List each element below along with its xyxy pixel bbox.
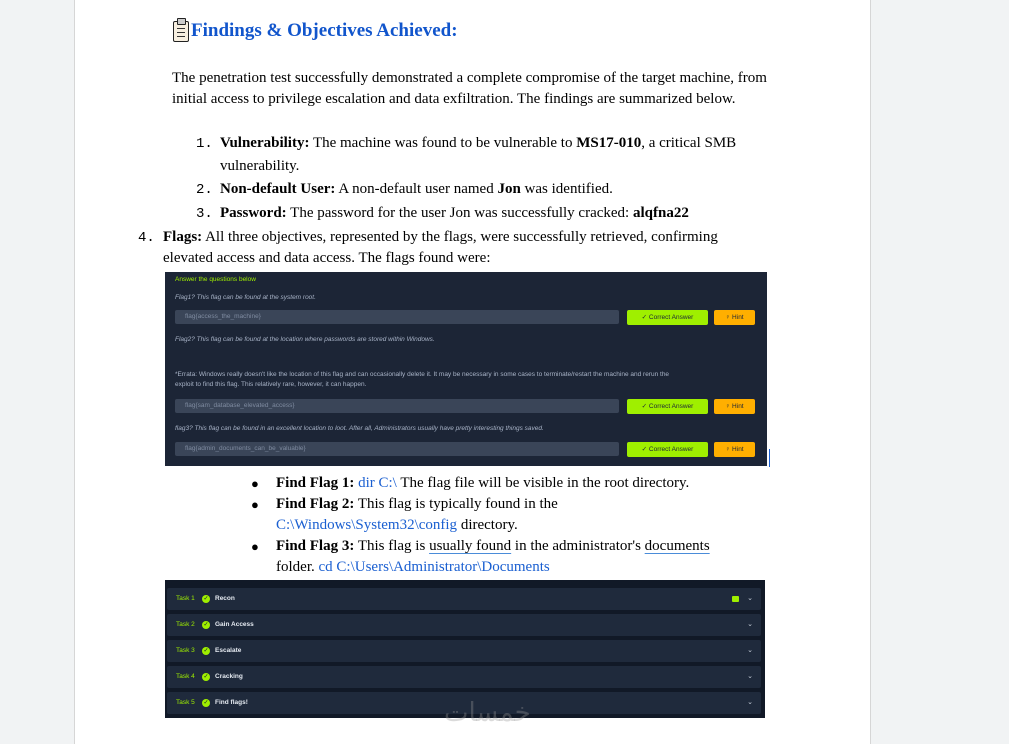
find-flag-text: folder. (276, 559, 319, 575)
task-number: Task 2 (176, 621, 195, 628)
bullet-dot: ● (251, 476, 259, 491)
list-number: 2. (196, 182, 213, 198)
task-row[interactable] (167, 588, 761, 610)
finding-bold: MS17-010 (576, 135, 642, 151)
find-flag-3 (276, 536, 776, 578)
bookmark-icon[interactable] (732, 596, 739, 602)
check-icon: ✓ (203, 674, 209, 680)
check-icon: ✓ (203, 596, 209, 602)
hint-button[interactable]: ♀ Hint (714, 310, 755, 325)
correct-answer-button[interactable]: ✓ Correct Answer (627, 310, 708, 325)
questions-screenshot (165, 272, 767, 466)
flags-item-text (163, 227, 783, 269)
find-flag-label: Find Flag 2: (276, 496, 355, 512)
find-flag-text: directory. (457, 517, 518, 533)
errata-line-1: *Errata: Windows really doesn't like the location of this flag and can occasionally delete it. It may be necessary in some cases to terminate/restart the machine and rerun the (175, 371, 670, 378)
finding-text: was identified. (520, 181, 613, 197)
find-flag-text: The flag file will be visible in the root directory. (396, 475, 690, 491)
chevron-down-icon[interactable]: ⌄ (747, 621, 753, 628)
task-row[interactable] (167, 614, 761, 636)
finding-bold: alqfna22 (632, 205, 689, 221)
task-row[interactable] (167, 640, 761, 662)
check-icon: ✓ (203, 648, 209, 654)
task-name: Find flags! (215, 699, 248, 706)
chevron-down-icon[interactable]: ⌄ (747, 699, 753, 706)
task-name: Escalate (215, 647, 242, 654)
chevron-down-icon[interactable]: ⌄ (747, 595, 753, 602)
find-flag-text: This flag is typically found in the (354, 496, 558, 512)
errata-line-2: exploit to find this flag. This relatively rare, however, it can happen. (175, 381, 367, 388)
hint-button[interactable]: ♀ Hint (714, 399, 755, 414)
finding-2 (196, 178, 213, 202)
task-name: Recon (215, 595, 235, 602)
bullet-dot: ● (251, 539, 259, 554)
section-heading (173, 20, 458, 42)
clipboard-icon (173, 21, 189, 42)
task-name: Gain Access (215, 621, 254, 628)
watermark-logo: خمسات (444, 698, 531, 728)
correct-answer-button[interactable]: ✓ Correct Answer (627, 442, 708, 457)
finding-label: Password: (220, 205, 287, 221)
finding-3-text (220, 202, 689, 225)
check-icon: ✓ (203, 700, 209, 706)
find-flag-text: This flag is (354, 538, 430, 554)
command-text: cd C:\Users\Administrator\Documents (318, 559, 550, 575)
task-row[interactable] (167, 666, 761, 688)
finding-bold: Jon (497, 181, 521, 197)
heading-text: Findings & Objectives Achieved: (191, 20, 458, 41)
correct-answer-button[interactable]: ✓ Correct Answer (627, 399, 708, 414)
find-flag-1 (276, 473, 689, 494)
finding-label: Vulnerability: (220, 135, 310, 151)
flags-text: All three objectives, represented by the flags, were successfully retrieved, confirming (202, 229, 718, 245)
document-page (74, 0, 871, 744)
answer-3-field[interactable]: flag{admin_documents_can_be_valuable} (175, 442, 619, 456)
chevron-down-icon[interactable]: ⌄ (747, 647, 753, 654)
find-flag-label: Find Flag 3: (276, 538, 355, 554)
finding-text: vulnerability. (220, 158, 300, 174)
list-number: 4. (138, 230, 155, 246)
finding-1 (196, 132, 213, 156)
find-flag-2 (276, 494, 776, 536)
task-number: Task 3 (176, 647, 195, 654)
spelling-underlined-text: usually found (429, 538, 512, 554)
find-flag-text: in the administrator's (511, 538, 645, 554)
finding-label: Non-default User: (220, 181, 336, 197)
answer-1-field[interactable]: flag{access_the_machine} (175, 310, 619, 324)
finding-text: A non-default user named (335, 181, 498, 197)
finding-text: The machine was found to be vulnerable to (309, 135, 577, 151)
command-text: dir C:\ (358, 475, 397, 491)
finding-text: , a critical SMB (641, 135, 737, 151)
spelling-underlined-text: documents (644, 538, 710, 554)
finding-3 (196, 202, 213, 226)
path-text: C:\Windows\System32\config (276, 517, 458, 533)
answer-header: Answer the questions below (175, 276, 256, 283)
finding-1-text (220, 132, 785, 178)
list-number: 3. (196, 206, 213, 222)
question-3: flag3? This flag can be found in an excellent location to loot. After all, Administrators usually have pretty interesting things saved. (175, 425, 544, 432)
find-flag-label: Find Flag 1: (276, 475, 355, 491)
task-number: Task 5 (176, 699, 195, 706)
answer-2-field[interactable]: flag{sam_database_elevated_access} (175, 399, 619, 413)
question-1: Flag1? This flag can be found at the system root. (175, 294, 316, 301)
flags-text: elevated access and data access. The flags found were: (163, 250, 491, 266)
chevron-down-icon[interactable]: ⌄ (747, 673, 753, 680)
finding-text: The password for the user Jon was successfully cracked: (286, 205, 633, 221)
flags-label: Flags: (163, 229, 203, 245)
flags-item-number (138, 226, 155, 250)
check-icon: ✓ (203, 622, 209, 628)
text-cursor (769, 449, 770, 467)
bullet-dot: ● (251, 497, 259, 512)
finding-2-text (220, 178, 613, 201)
list-number: 1. (196, 136, 213, 152)
task-number: Task 1 (176, 595, 195, 602)
task-name: Cracking (215, 673, 243, 680)
task-number: Task 4 (176, 673, 195, 680)
question-2: Flag2? This flag can be found at the location where passwords are stored within Windows. (175, 336, 435, 343)
intro-paragraph: The penetration test successfully demonstrated a complete compromise of the target machine, from initial access to privilege escalation and data exfiltration. The findings are summarized below. (172, 70, 767, 107)
hint-button[interactable]: ♀ Hint (714, 442, 755, 457)
